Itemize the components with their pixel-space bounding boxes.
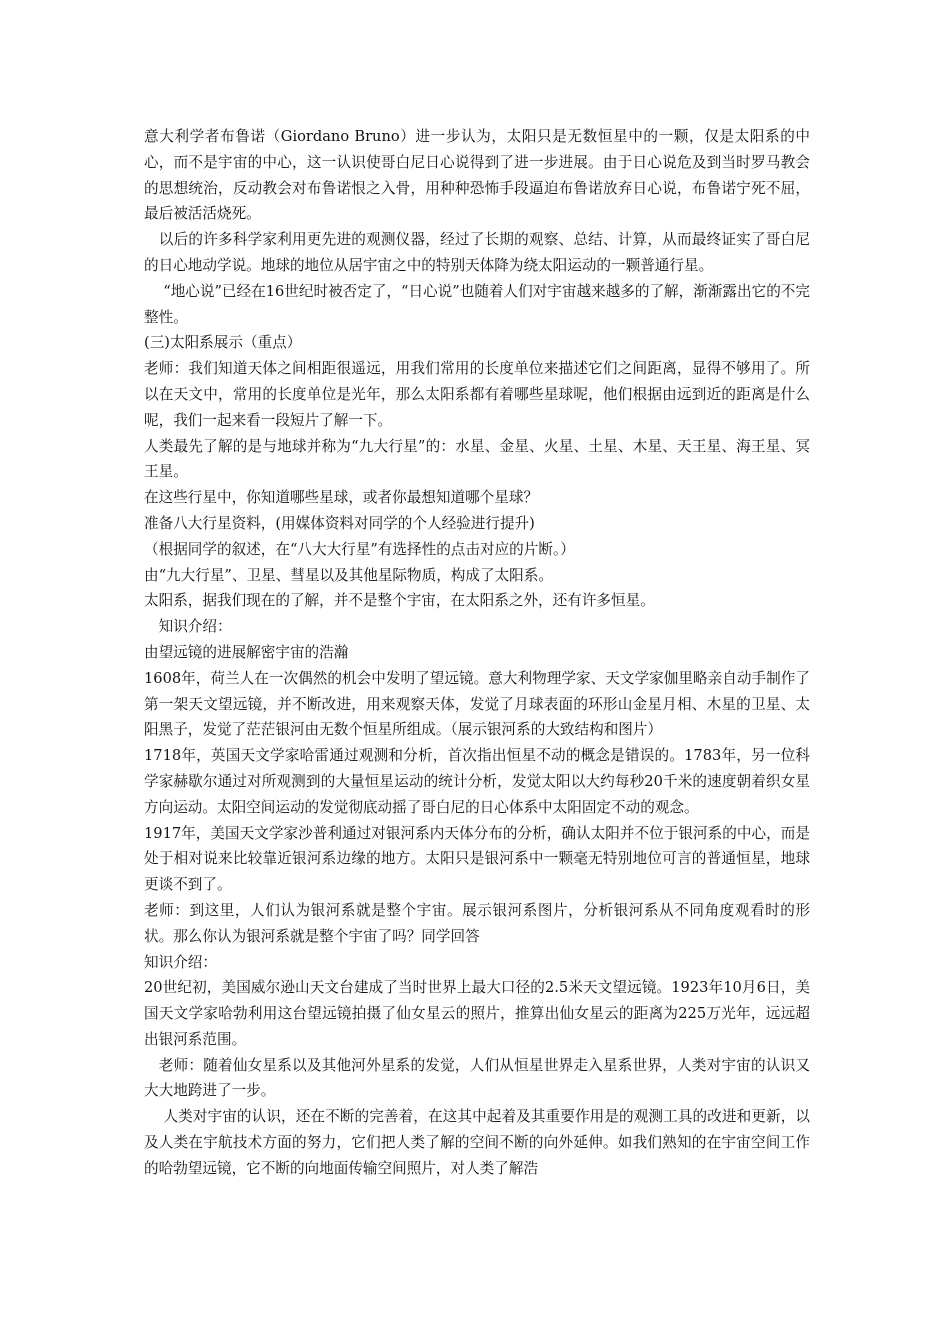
- paragraph-20th-century: 20世纪初，美国威尔逊山天文台建成了当时世界上最大口径的2.5米天文望远镜。1923年10月6日，美国天文学家哈勃利用这台望远镜拍摄了仙女星云的照片，推算出仙女星云的距离为225万光年，远远超出银河系范围。: [144, 979, 810, 1048]
- paragraph-1608: 1608年，荷兰人在一次偶然的机会中发明了望远镜。意大利物理学家、天文学家伽里略亲自动手制作了第一架天文望远镜，并不断改进，用来观察天体，发觉了月球表面的环形山金星月相、木星的卫星、太阳黑子，发觉了茫茫银河由无数个恒星所组成。（展示银河系的大致结构和图片）: [144, 669, 810, 739]
- paragraph-note: （根据同学的叙述，在“八大大行星”有选择性的点击对应的片断。）: [144, 540, 575, 558]
- paragraph-1718: 1718年，英国天文学家哈雷通过观测和分析，首次指出恒星不动的概念是错误的。1783年，另一位科学家赫歇尔通过对所观测到的大量恒星运动的统计分析，发觉太阳以大约每秒20千米的速度朝着织女星方向运动。太阳空间运动的发觉彻底动摇了哥白尼的日心体系中太阳固定不动的观念。: [144, 747, 810, 816]
- paragraph-beyond: 太阳系，据我们现在的了解，并不是整个宇宙，在太阳系之外，还有许多恒星。: [144, 592, 655, 610]
- heading-telescope: 由望远镜的进展解密宇宙的浩瀚: [144, 643, 349, 661]
- paragraph-teacher-distance: 老师：我们知道天体之间相距很遥远，用我们常用的长度单位来描述它们之间距离，显得不够用了。所以在天文中，常用的长度单位是光年，那么太阳系都有着哪些星球呢，他们根据由远到近的距离是什么呢，我们一起来看一段短片了解一下。: [144, 360, 810, 429]
- section-heading-solar-system: (三)太阳系展示（重点）: [144, 334, 302, 352]
- paragraph-scientists: 以后的许多科学家利用更先进的观测仪器，经过了长期的观察、总结、计算，从而最终证实了哥白尼的日心地动学说。地球的地位从居宇宙之中的特别天体降为绕太阳运动的一颗普通行星。: [144, 231, 810, 274]
- paragraph-nine-planets: 人类最先了解的是与地球并称为“九大行星”的：水星、金星、火星、土星、木星、天王星、海王星、冥王星。: [144, 437, 810, 481]
- paragraph-teacher-galaxy: 老师：到这里，人们认为银河系就是整个宇宙。展示银河系图片，分析银河系从不同角度观看时的形状。那么你认为银河系就是整个宇宙了吗？同学回答: [144, 901, 810, 945]
- paragraph-1917: 1917年，美国天文学家沙普利通过对银河系内天体分布的分析，确认太阳并不位于银河系的中心，而是处于相对说来比较靠近银河系边缘的地方。太阳只是银河系中一颗毫无特别地位可言的普通恒星，地球更谈不到了。: [144, 824, 810, 894]
- document-body: [144, 124, 810, 1182]
- heading-knowledge-intro: 知识介绍：: [144, 618, 232, 636]
- paragraph-hubble: 人类对宇宙的认识，还在不断的完善着，在这其中起着及其重要作用是的观测工具的改进和更新，以及人类在宇航技术方面的努力，它们把人类了解的空间不断的向外延伸。如我们熟知的在宇宙空间工作的哈勃望远镜，它不断的向地面传输空间照片，对人类了解浩: [144, 1108, 810, 1177]
- paragraph-composition: 由“九大行星”、卫星、彗星以及其他星际物质，构成了太阳系。: [144, 566, 553, 584]
- heading-knowledge-intro-2: 知识介绍：: [144, 953, 217, 971]
- paragraph-prepare: 准备八大行星资料，(用媒体资料对同学的个人经验进行提升): [144, 514, 535, 532]
- paragraph-question: 在这些行星中，你知道哪些星球，或者你最想知道哪个星球？: [144, 489, 539, 507]
- paragraph-geocentric: “地心说”已经在16世纪时被否定了，“日心说”也随着人们对宇宙越来越多的了解，渐渐露出它的不完整性。: [144, 282, 810, 326]
- paragraph-teacher-andromeda: 老师：随着仙女星系以及其他河外星系的发觉，人们从恒星世界走入星系世界，人类对宇宙的认识又大大地跨进了一步。: [144, 1056, 810, 1100]
- paragraph-bruno: 意大利学者布鲁诺（Giordano Bruno）进一步认为，太阳只是无数恒星中的一颗，仅是太阳系的中心，而不是宇宙的中心，这一认识使哥白尼日心说得到了进一步进展。由于日心说危及到当时罗马教会的思想统治，反动教会对布鲁诺恨之入骨，用种种恐怖手段逼迫布鲁诺放弃日心说，布鲁诺宁死不屈，最后被活活烧死。: [144, 128, 810, 223]
